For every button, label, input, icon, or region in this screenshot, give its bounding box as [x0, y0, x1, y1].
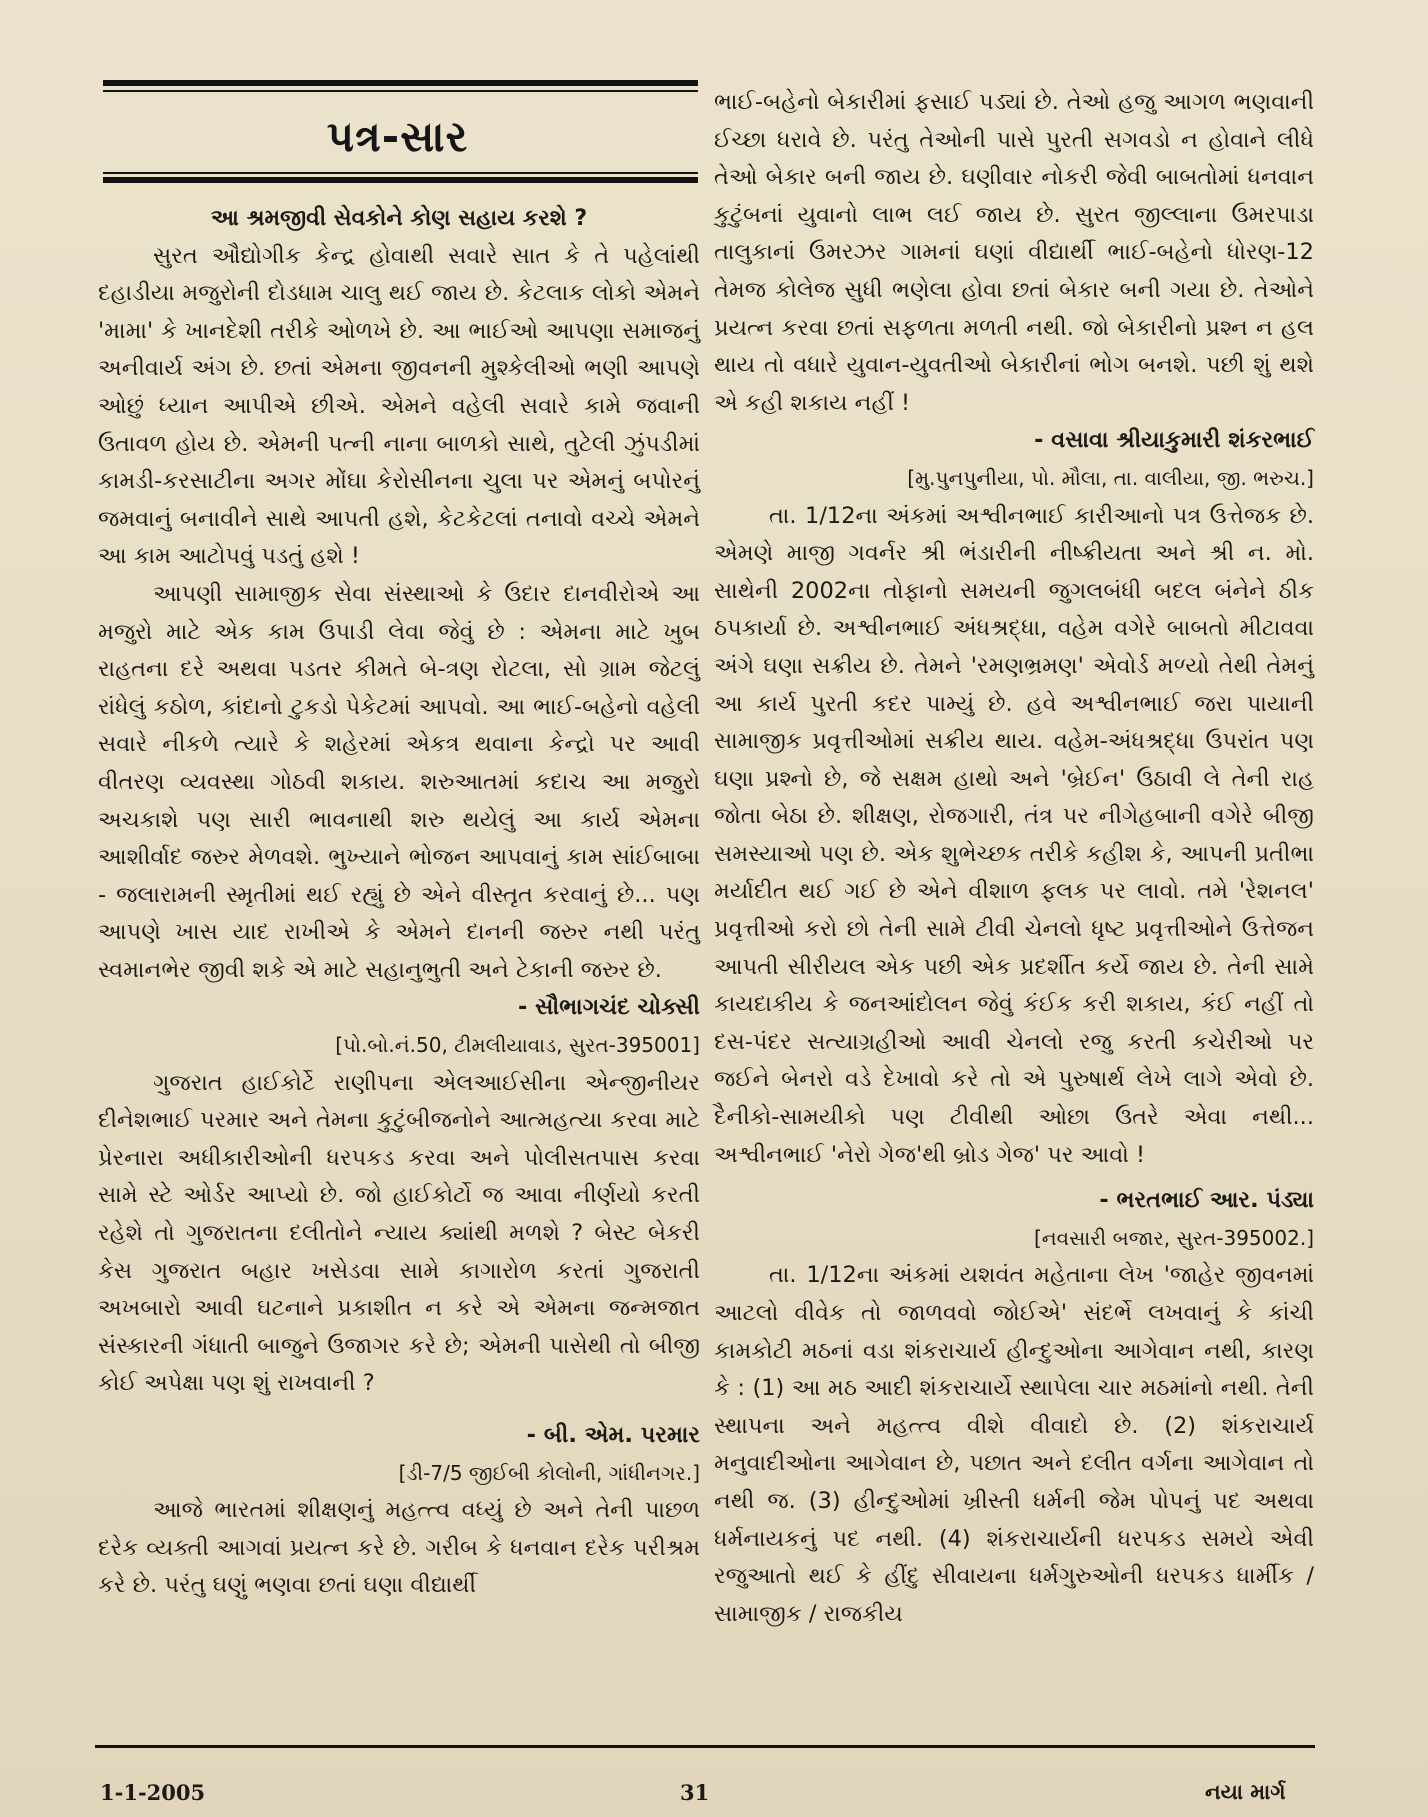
- left-address-1: [પો.બો.નં.50, ટીમલીયાવાડ, સુરત-395001]: [335, 1033, 700, 1058]
- left-paragraph-4: આજે ભારતમાં શીક્ષણનું મહત્ત્વ વધ્યું છે અને તેની પાછળ દરેક વ્યક્તી આગવાં પ્રયત્ન કરે છે. ગરીબ કે ધનવાન દરેક પરીશ્રમ કરે છે. પરંતુ ઘણું ભણવા છતાં ઘણા વીદ્યાર્થી: [98, 1497, 700, 1599]
- title-top-rule: [103, 80, 698, 86]
- left-paragraph-3: ગુજરાત હાઈકોર્ટે રાણીપના એલઆઈસીના એન્જીનીયર દીનેશભાઈ પરમાર અને તેમના કુટુંબીજનોને આત્મહત્યા કરવા માટે પ્રેરનારા અધીકારીઓની ધરપકડ કરવા અને પોલીસતપાસ કરવા સામે સ્ટે ઓર્ડર આપ્યો છે. જો હાઈકોર્ટો જ આવા નીર્ણયો કરતી રહેશે તો ગુજરાતના દલીતોને ન્યાય ક્યાંથી મળશે ? બેસ્ટ બેકરી કેસ ગુજરાત બહાર ખસેડવા સામે કાગારોળ કરતાં ગુજરાતી અખબારો આવી ઘટનાને પ્રકાશીત ન કરે એ એમના જન્મજાત સંસ્કારની ગંધાતી બાજુને ઉજાગર કરે છે; એમની પાસેથી તો બીજી કોઈ અપેક્ષા પણ શું રાખવાની ?: [98, 1069, 700, 1397]
- footer-page-number: 31: [680, 1780, 710, 1805]
- footer-rule: [95, 1745, 1315, 1748]
- left-column: [98, 200, 700, 1605]
- right-signature-2: - ભરતભાઈ આર. પંડ્યા: [1099, 1187, 1314, 1214]
- footer-magazine-name: નયા માર્ગ: [1205, 1780, 1286, 1804]
- left-signature-2: - બી. એમ. પરમાર: [526, 1422, 700, 1448]
- right-column: [714, 84, 1314, 1633]
- left-signature-1: - સૌભાગચંદ ચોક્સી: [518, 994, 700, 1021]
- title-bottom-rule-thin: [103, 172, 698, 174]
- left-paragraph-1: સુરત ઔદ્યોગીક કેન્દ્ર હોવાથી સવારે સાત કે તે પહેલાંથી દહાડીયા મજુરોની દોડધામ ચાલુ થઈ જાય છે. કેટલાક લોકો એમને 'મામા' કે ખાનદેશી તરીકે ઓળખે છે. આ ભાઈઓ આપણા સમાજનું અનીવાર્ય અંગ છે. છતાં એમના જીવનની મુશ્કેલીઓ ભણી આપણે ઓછું ધ્યાન આપીએ છીએ. એમને વહેલી સવારે કામે જવાની ઉતાવળ હોય છે. એમની પત્ની નાના બાળકો સાથે, તુટેલી ઝુંપડીમાં કામડી-કરસાટીના અગર મોંઘા કેરોસીનના ચુલા પર એમનું બપોરનું જમવાનું બનાવીને સાથે આપતી હશે, કેટકેટલાં તનાવો વચ્ચે એમને આ કામ આટોપવું પડતું હશે !: [98, 242, 700, 570]
- footer-date: 1-1-2005: [100, 1780, 206, 1805]
- right-address-2: [નવસારી બજાર, સુરત-395002.]: [1033, 1225, 1314, 1250]
- left-paragraph-2: આપણી સામાજીક સેવા સંસ્થાઓ કે ઉદાર દાનવીરોએ આ મજુરો માટે એક કામ ઉપાડી લેવા જેવું છે : એમના માટે ખુબ રાહતના દરે અથવા પડતર કીમતે બે-ત્રણ રોટલા, સો ગ્રામ જેટલું રાંધેલું કઠોળ, કાંદાનો ટુકડો પેકેટમાં આપવો. આ ભાઈ-બહેનો વહેલી સવારે નીકળે ત્યારે કે શહેરમાં એકત્ર થવાના કેન્દ્રો પર આવી વીતરણ વ્યવસ્થા ગોઠવી શકાય. શરુઆતમાં કદાચ આ મજુરો અચકાશે પણ સારી ભાવનાથી શરુ થયેલું આ કાર્ય એમના આશીર્વાદ જરુર મેળવશે. ભુખ્યાને ભોજન આપવાનું કામ સાંઈબાબા - જલારામની સ્મૃતીમાં થઈ રહ્યું છે એને વીસ્તૃત કરવાનું છે... પણ આપણે ખાસ યાદ રાખીએ કે એમને દાનની જરુર નથી પરંતુ સ્વમાનભેર જીવી શકે એ માટે સહાનુભુતી અને ટેકાની જરુર છે.: [98, 580, 700, 983]
- title-top-rule-thin: [103, 90, 698, 92]
- right-paragraph-3: તા. 1/12ના અંકમાં યશવંત મહેતાના લેખ 'જાહેર જીવનમાં આટલો વીવેક તો જાળવવો જોઈએ' સંદર્ભે લખવાનું કે કાંચી કામકોટી મઠનાં વડા શંકરાચાર્ય હીન્દુઓના આગેવાન નથી, કારણ કે : (1) આ મઠ આદી શંકરાચાર્યે સ્થાપેલા ચાર મઠમાંનો નથી. તેની સ્થાપના અને મહત્ત્વ વીશે વીવાદો છે. (2) શંકરાચાર્ય મનુવાદીઓના આગેવાન છે, પછાત અને દલીત વર્ગના આગેવાન તો નથી જ. (3) હીન્દુઓમાં ખ્રીસ્તી ધર્મની જેમ પોપનું પદ અથવા ધર્મનાયકનું પદ નથી. (4) શંકરાચાર્યની ધરપકડ સમયે એવી રજુઆતો થઈ કે હીંદુ સીવાયના ધર્મગુરુઓની ધરપકડ ધાર્મીક / સામાજીક / રાજકીય: [714, 1262, 1314, 1627]
- left-address-2: [ડી-7/5 જીઈબી કોલોની, ગાંધીનગર.]: [398, 1460, 700, 1485]
- left-heading: આ શ્રમજીવી સેવકોને કોણ સહાય કરશે ?: [210, 206, 588, 231]
- title-bottom-rule: [103, 177, 698, 183]
- right-paragraph-1: ભાઈ-બહેનો બેકારીમાં ફસાઈ પડ્યાં છે. તેઓ હજુ આગળ ભણવાની ઈચ્છા ધરાવે છે. પરંતુ તેઓની પાસે પુરતી સગવડો ન હોવાને લીધે તેઓ બેકાર બની જાય છે. ઘણીવાર નોકરી જેવી બાબતોમાં ધનવાન કુટુંબનાં યુવાનો લાભ લઈ જાય છે. સુરત જીલ્લાના ઉમરપાડા તાલુકાનાં ઉમરઝર ગામનાં ઘણાં વીદ્યાર્થી ભાઈ-બહેનો ધોરણ-12 તેમજ કોલેજ સુધી ભણેલા હોવા છતાં બેકાર બની ગયા છે. તેઓને પ્રયત્ન કરવા છતાં સફળતા મળતી નથી. જો બેકારીનો પ્રશ્ન ન હલ થાય તો વધારે યુવાન-યુવતીઓ બેકારીનાં ભોગ બનશે. પછી શું થશે એ કહી શકાય નહીં !: [714, 89, 1314, 416]
- right-paragraph-2: તા. 1/12ના અંકમાં અશ્વીનભાઈ કારીઆનો પત્ર ઉત્તેજક છે. એમણે માજી ગવર્નર શ્રી ભંડારીની નીષ્ક્રીયતા અને શ્રી ન. મો. સાથેની 2002ના તોફાનો સમયની જુગલબંધી બદલ બંનેને ઠીક ઠપકાર્યા છે. અશ્વીનભાઈ અંધશ્રદ્ધા, વહેમ વગેરે બાબતો મીટાવવા અંગે ઘણા સક્રીય છે. તેમને 'રમણભ્રમણ' એવોર્ડ મળ્યો તેથી તેમનું આ કાર્ય પુરતી કદર પામ્યું છે. હવે અશ્વીનભાઈ જરા પાયાની સામાજીક પ્રવૃત્તીઓમાં સક્રીય થાય. વહેમ-અંધશ્રદ્ધા ઉપરાંત પણ ઘણા પ્રશ્નો છે, જે સક્ષમ હાથો અને 'બ્રેઈન' ઉઠાવી લે તેની રાહ જોતા બેઠા છે. શીક્ષણ, રોજગારી, તંત્ર પર નીગેહબાની વગેરે બીજી સમસ્યાઓ પણ છે. એક શુભેચ્છક તરીકે કહીશ કે, આપની પ્રતીભા મર્યાદીત થઈ ગઈ છે એને વીશાળ ફલક પર લાવો. તમે 'રેશનલ' પ્રવૃત્તીઓ કરો છો તેની સામે ટીવી ચેનલો ધૃષ્ટ પ્રવૃત્તીઓને ઉત્તેજન આપતી સીરીયલ એક પછી એક પ્રદર્શીત કર્યે જાય છે. તેની સામે કાયદાકીય કે જનઆંદોલન જેવું કંઈક કરી શકાય, કંઈ નહીં તો દસ-પંદર સત્યાગ્રહીઓ આવી ચેનલો રજુ કરતી કચેરીઓ પર જઈને બેનરો વડે દેખાવો કરે તો એ પુરુષાર્થ લેખે લાગે એવો છે. દૈનીકો-સામયીકો પણ ટીવીથી ઓછા ઉતરે એવા નથી... અશ્વીનભાઈ 'નેરો ગેજ'થી બ્રોડ ગેજ' પર આવો !: [714, 502, 1314, 1168]
- title-container: [95, 112, 700, 162]
- page-title: પત્ર-સાર: [326, 112, 469, 161]
- right-address-1: [મુ.પુનપુનીયા, પો. મૌલા, તા. વાલીયા, જી. ભરુચ.]: [907, 465, 1314, 490]
- right-signature-1: - વસાવા શ્રીયાકુમારી શંકરભાઈ: [1034, 427, 1314, 454]
